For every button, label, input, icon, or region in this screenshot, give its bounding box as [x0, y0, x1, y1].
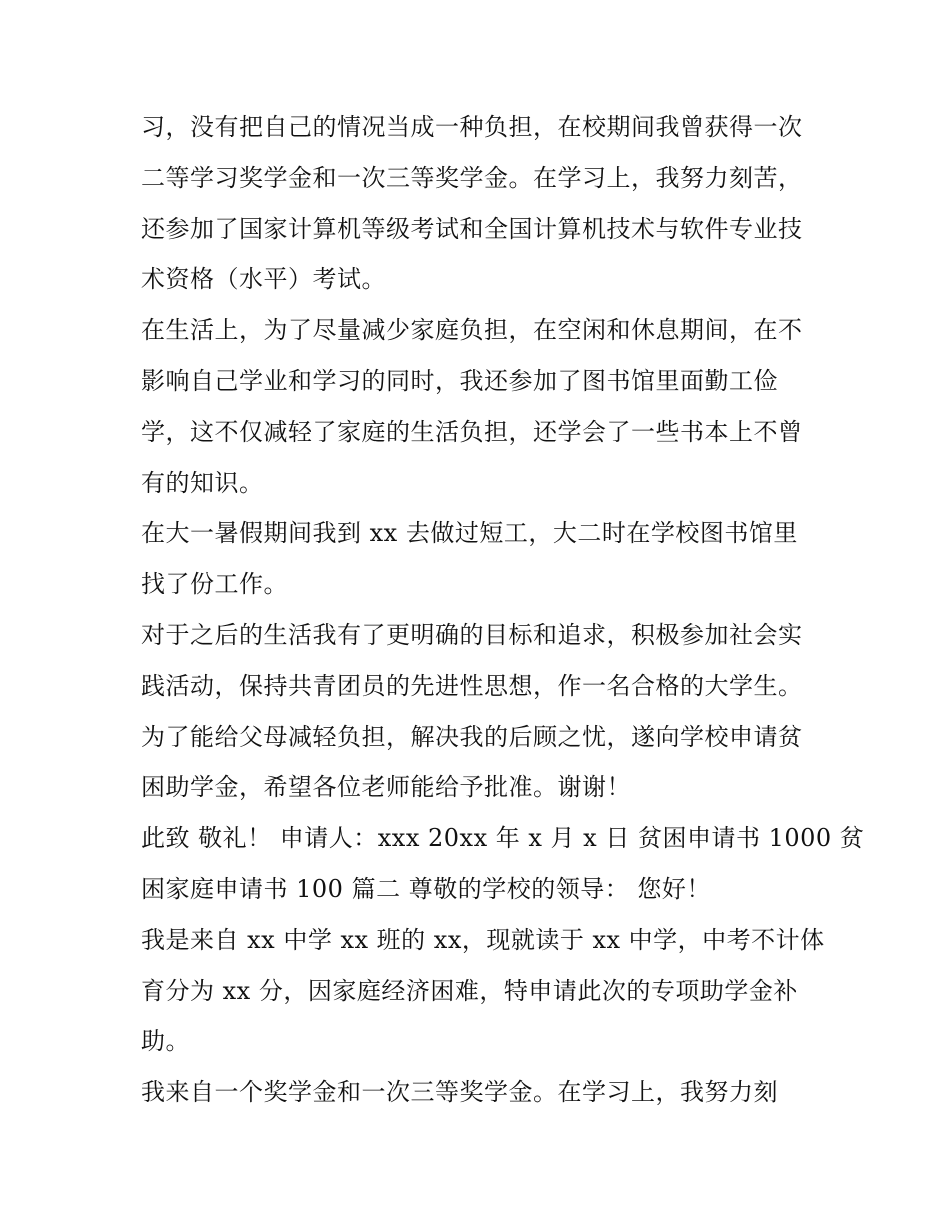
text-line: 影响自己学业和学习的同时，我还参加了图书馆里面勤工俭: [141, 366, 778, 395]
text-line: 困家庭申请书 100 篇二 尊敬的学校的领导： 您好！: [141, 874, 711, 903]
text-line: 有的知识。: [141, 468, 264, 497]
text-line: 学，这不仅减轻了家庭的生活负担，还学会了一些书本上不曾: [141, 417, 803, 446]
text-line: 困助学金，希望各位老师能给予批准。谢谢！: [141, 773, 631, 802]
text-line: 育分为 xx 分，因家庭经济困难，特申请此次的专项助学金补: [141, 976, 798, 1005]
text-line: 还参加了国家计算机等级考试和全国计算机技术与软件专业技: [141, 214, 803, 243]
document-body: [141, 102, 865, 1118]
text-line: 在生活上，为了尽量减少家庭负担，在空闲和休息期间，在不: [141, 316, 803, 345]
text-line: 助。: [141, 1027, 190, 1056]
text-line: 对于之后的生活我有了更明确的目标和追求，积极参加社会实: [141, 620, 803, 649]
text-line: 在大一暑假期间我到 xx 去做过短工，大二时在学校图书馆里: [141, 519, 798, 548]
text-line: 我来自一个奖学金和一次三等奖学金。在学习上，我努力刻: [141, 1078, 778, 1107]
text-line: 术资格（水平）考试。: [141, 265, 386, 294]
text-line: 找了份工作。: [141, 570, 288, 599]
text-line: 为了能给父母减轻负担，解决我的后顾之忧，遂向学校申请贫: [141, 722, 803, 751]
text-line: 二等学习奖学金和一次三等奖学金。在学习上，我努力刻苦，: [141, 163, 803, 192]
text-line: 此致 敬礼！ 申请人：xxx 20xx 年 x 月 x 日 贫困申请书 1000 贫: [141, 824, 865, 853]
text-line: 我是来自 xx 中学 xx 班的 xx，现就读于 xx 中学，中考不计体: [141, 925, 825, 954]
text-line: 习，没有把自己的情况当成一种负担，在校期间我曾获得一次: [141, 113, 803, 141]
text-line: 践活动，保持共青团员的先进性思想，作一名合格的大学生。: [141, 671, 803, 700]
